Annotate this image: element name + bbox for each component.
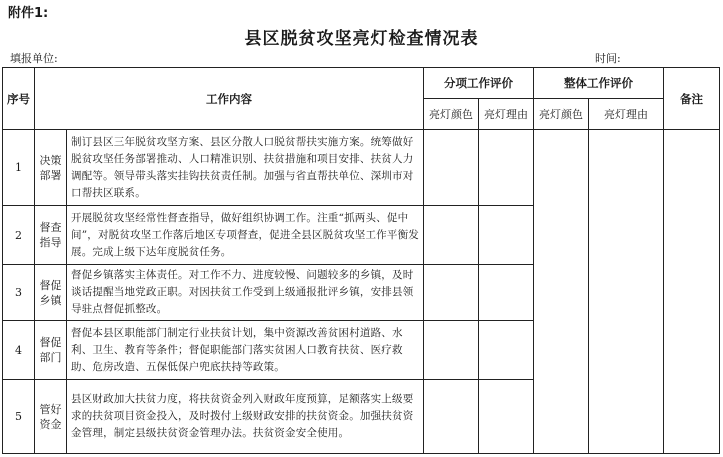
cell-item-light-color[interactable] (424, 130, 479, 206)
inspection-table (2, 67, 720, 454)
row-category: 管好资金 (35, 380, 67, 454)
sub-light-color-1: 亮灯颜色 (424, 99, 479, 130)
cell-item-light-color[interactable] (424, 321, 479, 380)
col-work-header: 工作内容 (35, 68, 424, 130)
row-seq: 4 (3, 321, 35, 380)
row-seq: 5 (3, 380, 35, 454)
col-seq-header: 序号 (3, 68, 35, 130)
cell-item-light-reason[interactable] (479, 321, 534, 380)
time-label: 时间: (595, 52, 621, 65)
fill-unit-label: 填报单位: (10, 52, 58, 65)
sub-light-reason-1: 亮灯理由 (479, 99, 534, 130)
row-category: 督查指导 (35, 206, 67, 265)
row-seq: 3 (3, 265, 35, 321)
row-content: 督促乡镇落实主体责任。对工作不力、进度较慢、问题较多的乡镇，及时谈话提醒当地党政正职。对因扶贫工作受到上级通报批评乡镇，安排县领导驻点督促抓整改。 (67, 265, 424, 321)
row-content: 制订县区三年脱贫攻坚方案、县区分散人口脱贫帮扶实施方案。统筹做好脱贫攻坚任务部署推动、人口精准识别、扶贫措施和项目安排、扶贫人力调配等。领导带头落实挂钩扶贫责任制。加强与省直帮扶单位、深圳市对口帮扶区联系。 (67, 130, 424, 206)
cell-item-light-color[interactable] (424, 206, 479, 265)
cell-item-light-reason[interactable] (479, 130, 534, 206)
row-content: 督促本县区职能部门制定行业扶贫计划，集中资源改善贫困村道路、水利、卫生、教育等条件；督促职能部门落实贫困人口教育扶贫、医疗救助、危房改造、五保低保户兜底扶持等政策。 (67, 321, 424, 380)
attachment-label: 附件1: (8, 6, 49, 21)
group-overall-eval-header: 整体工作评价 (534, 68, 664, 99)
sub-light-color-2: 亮灯颜色 (534, 99, 589, 130)
row-category: 督促乡镇 (35, 265, 67, 321)
sub-light-reason-2: 亮灯理由 (589, 99, 664, 130)
cell-item-light-reason[interactable] (479, 380, 534, 454)
cell-note[interactable] (664, 130, 720, 454)
row-seq: 1 (3, 130, 35, 206)
cell-item-light-reason[interactable] (479, 265, 534, 321)
cell-item-light-color[interactable] (424, 380, 479, 454)
group-item-eval-header: 分项工作评价 (424, 68, 534, 99)
row-category: 决策部署 (35, 130, 67, 206)
row-content: 县区财政加大扶贫力度，将扶贫资金列入财政年度预算，足额落实上级要求的扶贫项目资金投入，及时拨付上级财政安排的扶贫资金。加强扶贫资金管理，制定县级扶贫资金管理办法。扶贫资金安全使用。 (67, 380, 424, 454)
page-title: 县区脱贫攻坚亮灯检查情况表 (244, 29, 479, 49)
row-category: 督促部门 (35, 321, 67, 380)
cell-item-light-reason[interactable] (479, 206, 534, 265)
cell-overall-light-reason[interactable] (589, 130, 664, 454)
row-seq: 2 (3, 206, 35, 265)
table-row (3, 130, 720, 206)
cell-overall-light-color[interactable] (534, 130, 589, 454)
cell-item-light-color[interactable] (424, 265, 479, 321)
col-note-header: 备注 (664, 68, 720, 130)
row-content: 开展脱贫攻坚经常性督查指导，做好组织协调工作。注重“抓两头、促中间”，对脱贫攻坚工作落后地区专项督查，促进全县区脱贫攻坚工作平衡发展。完成上级下达年度脱贫任务。 (67, 206, 424, 265)
